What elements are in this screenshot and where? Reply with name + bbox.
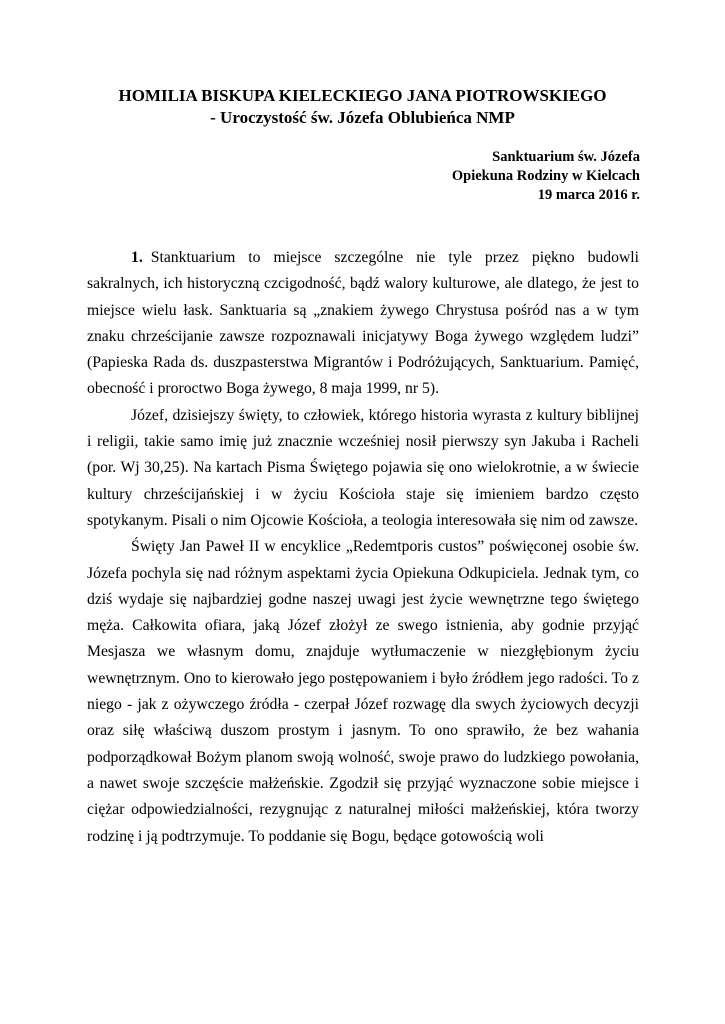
title-line-main: HOMILIA BISKUPA KIELECKIEGO JANA PIOTROWSKIEGO <box>118 86 607 105</box>
place-and-date <box>452 148 640 205</box>
homily-body <box>87 245 639 850</box>
homily-title <box>0 85 725 129</box>
date-line: 19 marca 2016 r. <box>537 187 640 203</box>
paragraph-1 <box>87 245 639 403</box>
paragraph-3: Święty Jan Paweł II w encyklice „Redemtporis custos” poświęconej osobie św. Józefa pochyla się nad różnym aspektami życia Opiekuna Odkupiciela. Jednak tym, co dziś wydaje się najbardziej godne naszej uwagi jest życie wewnętrzne tego świętego męża. Całkowita ofiara, jaką Józef złożył ze swego istnienia, aby godnie przyjąć Mesjasza we własnym domu, znajduje wytłumaczenie w niezgłębionym życiu wewnętrznym. Ono to kierowało jego postępowaniem i było źródłem jego radości. To z niego - jak z ożywczego źródła - czerpał Józef rozwagę dla swych życiowych decyzji oraz siłę właściwą duszom prostym i jasnym. To ono sprawiło, że bez wahania podporządkował Bożym planom swoją wolność, swoje prawo do ludzkiego powołania, a nawet swoje szczęście małżeńskie. Zgodził się przyjąć wyznaczone sobie miejsce i ciężar odpowiedzialności, rezygnując z naturalnej miłości małżeńskiej, która tworzy rodzinę i ją podtrzymuje. To poddanie się Bogu, będące gotowością woli <box>87 538 639 845</box>
place-line-city: Opiekuna Rodziny w Kielcach <box>451 168 640 184</box>
paragraph-1-text: Stanktuarium to miejsce szczególne nie tyle przez piękno budowli sakralnych, ich historyczną czcigodność, bądź walory kulturowe, ale dlatego, że jest to miejsce wielu łask. Sanktuaria są „znakiem żywego Chrystusa pośród nas a w tym znaku chrześcijanie zawsze rozpoznawali inicjatywy Boga żywego względem ludzi” (Papieska Rada ds. duszpasterstwa Migrantów i Podróżujących, Sanktuarium. Pamięć, obecność i proroctwo Boga żywego, 8 maja 1999, nr 5). <box>87 249 639 398</box>
paragraph-number: 1. <box>131 249 143 266</box>
title-line-subtitle: - Uroczystość św. Józefa Oblubieńca NMP <box>210 108 515 127</box>
paragraph-2: Józef, dzisiejszy święty, to człowiek, którego historia wyrasta z kultury biblijnej i religii, takie samo imię już znacznie wcześniej nosił pierwszy syn Jakuba i Racheli (por. Wj 30,25). Na kartach Pisma Świętego pojawia się ono wielokrotnie, a w świecie kultury chrześcijańskiej i w życiu Kościoła staje się imieniem bardzo często spotykanym. Pisali o nim Ojcowie Kościoła, a teologia interesowała się nim od zawsze. <box>87 406 639 529</box>
place-line-sanctuary: Sanktuarium św. Józefa <box>492 149 640 165</box>
